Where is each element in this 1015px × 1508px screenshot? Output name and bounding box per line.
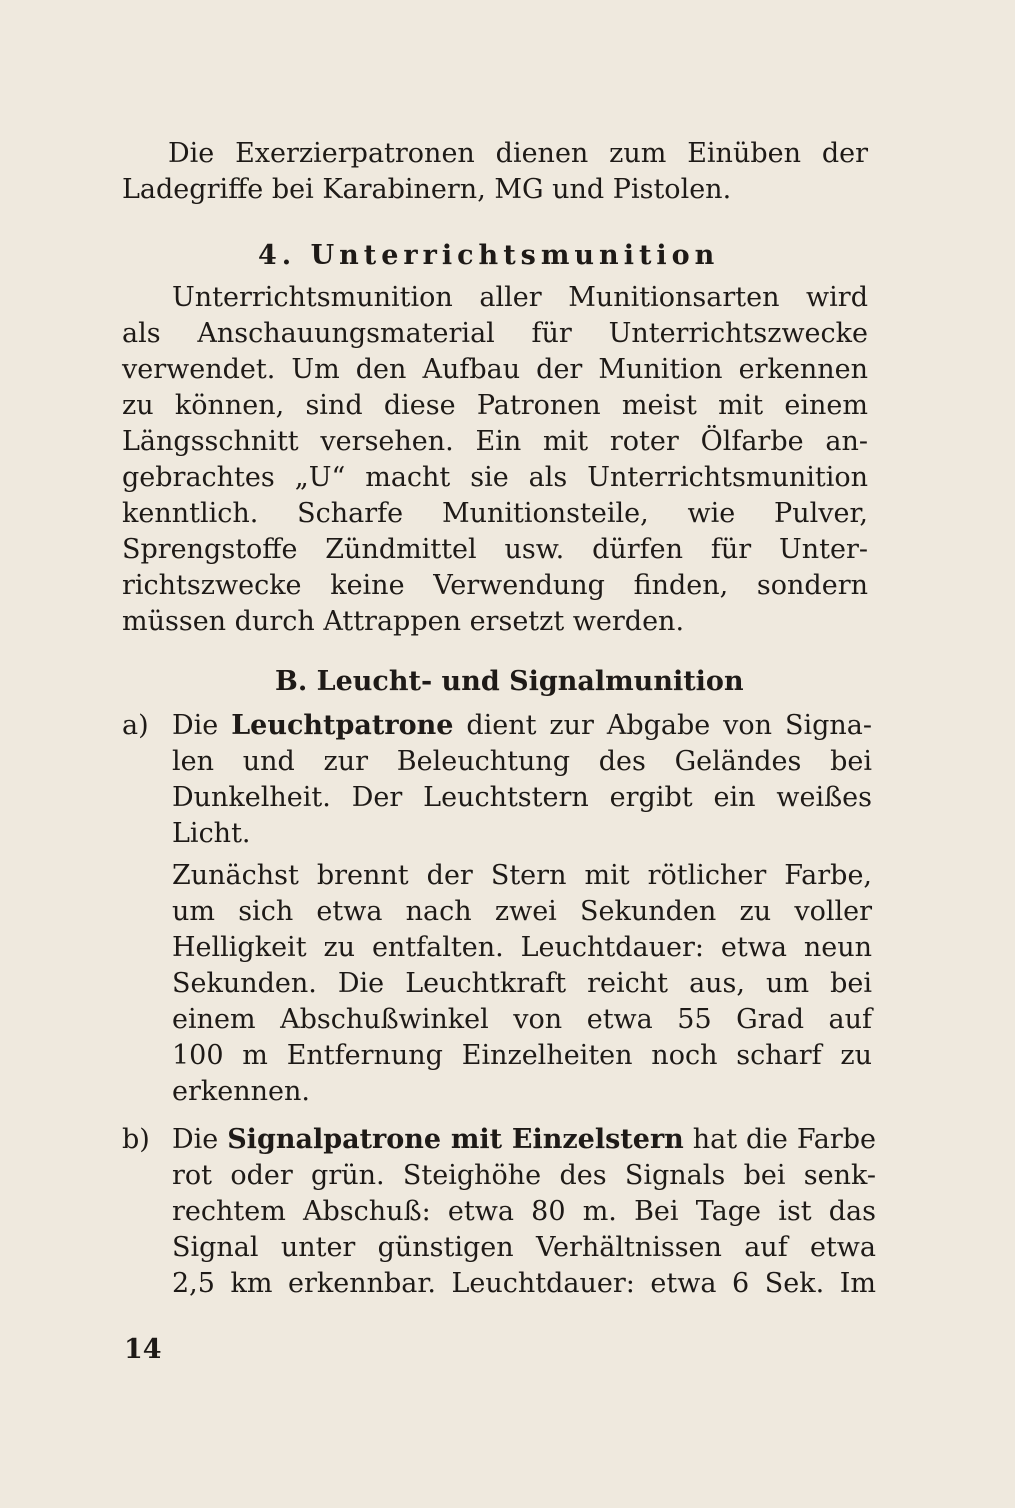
section-4-line-2: als Anschauungsmaterial für Unterrichtszwecke [122,318,868,349]
section-4-line-9: richtszwecke keine Verwendung finden, sondern [122,570,868,601]
item-b-suffix: hat die Farbe [683,1124,876,1155]
item-b-line-5: 2,5 km erkennbar. Leuchtdauer: etwa 6 Sek. Im [172,1268,876,1299]
item-a-line-3: Dunkelheit. Der Leuchtstern ergibt ein weißes [172,782,872,813]
item-a-p2-line-7: erkennen. [172,1076,310,1107]
section-b-heading: B. Leucht- und Signalmunition [275,666,744,697]
section-4-line-6: gebrachtes „U“ macht sie als Unterrichtsmunition [122,462,868,493]
item-a-p2-line-1: Zunächst brennt der Stern mit rötlicher Farbe, [172,860,872,891]
item-a-paragraph-2 [172,858,872,1110]
item-a-marker: a) [122,710,149,741]
item-a-p2-line-2: um sich etwa nach zwei Sekunden zu voller [172,896,872,927]
item-b-line-2: rot oder grün. Steighöhe des Signals bei senk- [172,1160,876,1191]
item-a-paragraph [172,708,872,852]
item-a-suffix: dient zur Abgabe von Signa- [453,710,873,741]
item-b-term: Signalpatrone mit Einzelstern [227,1124,684,1155]
section-4-line-10: müssen durch Attrappen ersetzt werden. [122,606,685,637]
item-a-p2-line-4: Sekunden. Die Leuchtkraft reicht aus, um bei [172,968,872,999]
section-4-line-1: Unterrichtsmunition aller Munitionsarten wird [172,282,868,313]
section-4-line-5: Längsschnitt versehen. Ein mit roter Ölfarbe an- [122,426,868,457]
item-a-line-4: Licht. [172,818,251,849]
intro-paragraph [122,136,868,208]
item-b-line-1 [172,1122,876,1158]
item-a-p2-line-6: 100 m Entfernung Einzelheiten noch scharf zu [172,1040,872,1071]
item-a-prefix: Die [172,710,232,741]
item-b-line-4: Signal unter günstigen Verhältnissen auf etwa [172,1232,876,1263]
item-a-term: Leuchtpatrone [231,710,454,741]
section-4-line-4: zu können, sind diese Patronen meist mit einem [122,390,868,421]
item-a-p2-line-3: Helligkeit zu entfalten. Leuchtdauer: etwa neun [172,932,872,963]
intro-line-1: Die Exerzierpatronen dienen zum Einüben der [168,138,868,169]
section-4-line-8: Sprengstoffe Zündmittel usw. dürfen für Unter- [122,534,868,565]
section-4-line-3: verwendet. Um den Aufbau der Munition erkennen [122,354,868,385]
intro-line-2: Ladegriffe bei Karabinern, MG und Pistolen. [122,174,732,205]
item-a-line-2: len und zur Beleuchtung des Geländes bei [172,746,872,777]
item-a-line-1 [172,708,872,744]
item-b-prefix: Die [172,1124,228,1155]
item-b-line-3: rechtem Abschuß: etwa 80 m. Bei Tage ist das [172,1196,876,1227]
item-a-p2-line-5: einem Abschußwinkel von etwa 55 Grad auf [172,1004,872,1035]
section-4-heading: 4. Unterrichtsmunition [258,240,720,271]
item-b-paragraph [172,1122,876,1302]
page-number: 14 [124,1334,162,1365]
section-4-line-7: kenntlich. Scharfe Munitionsteile, wie Pulver, [122,498,868,529]
item-b-marker: b) [122,1124,150,1155]
section-4-paragraph [122,280,868,640]
